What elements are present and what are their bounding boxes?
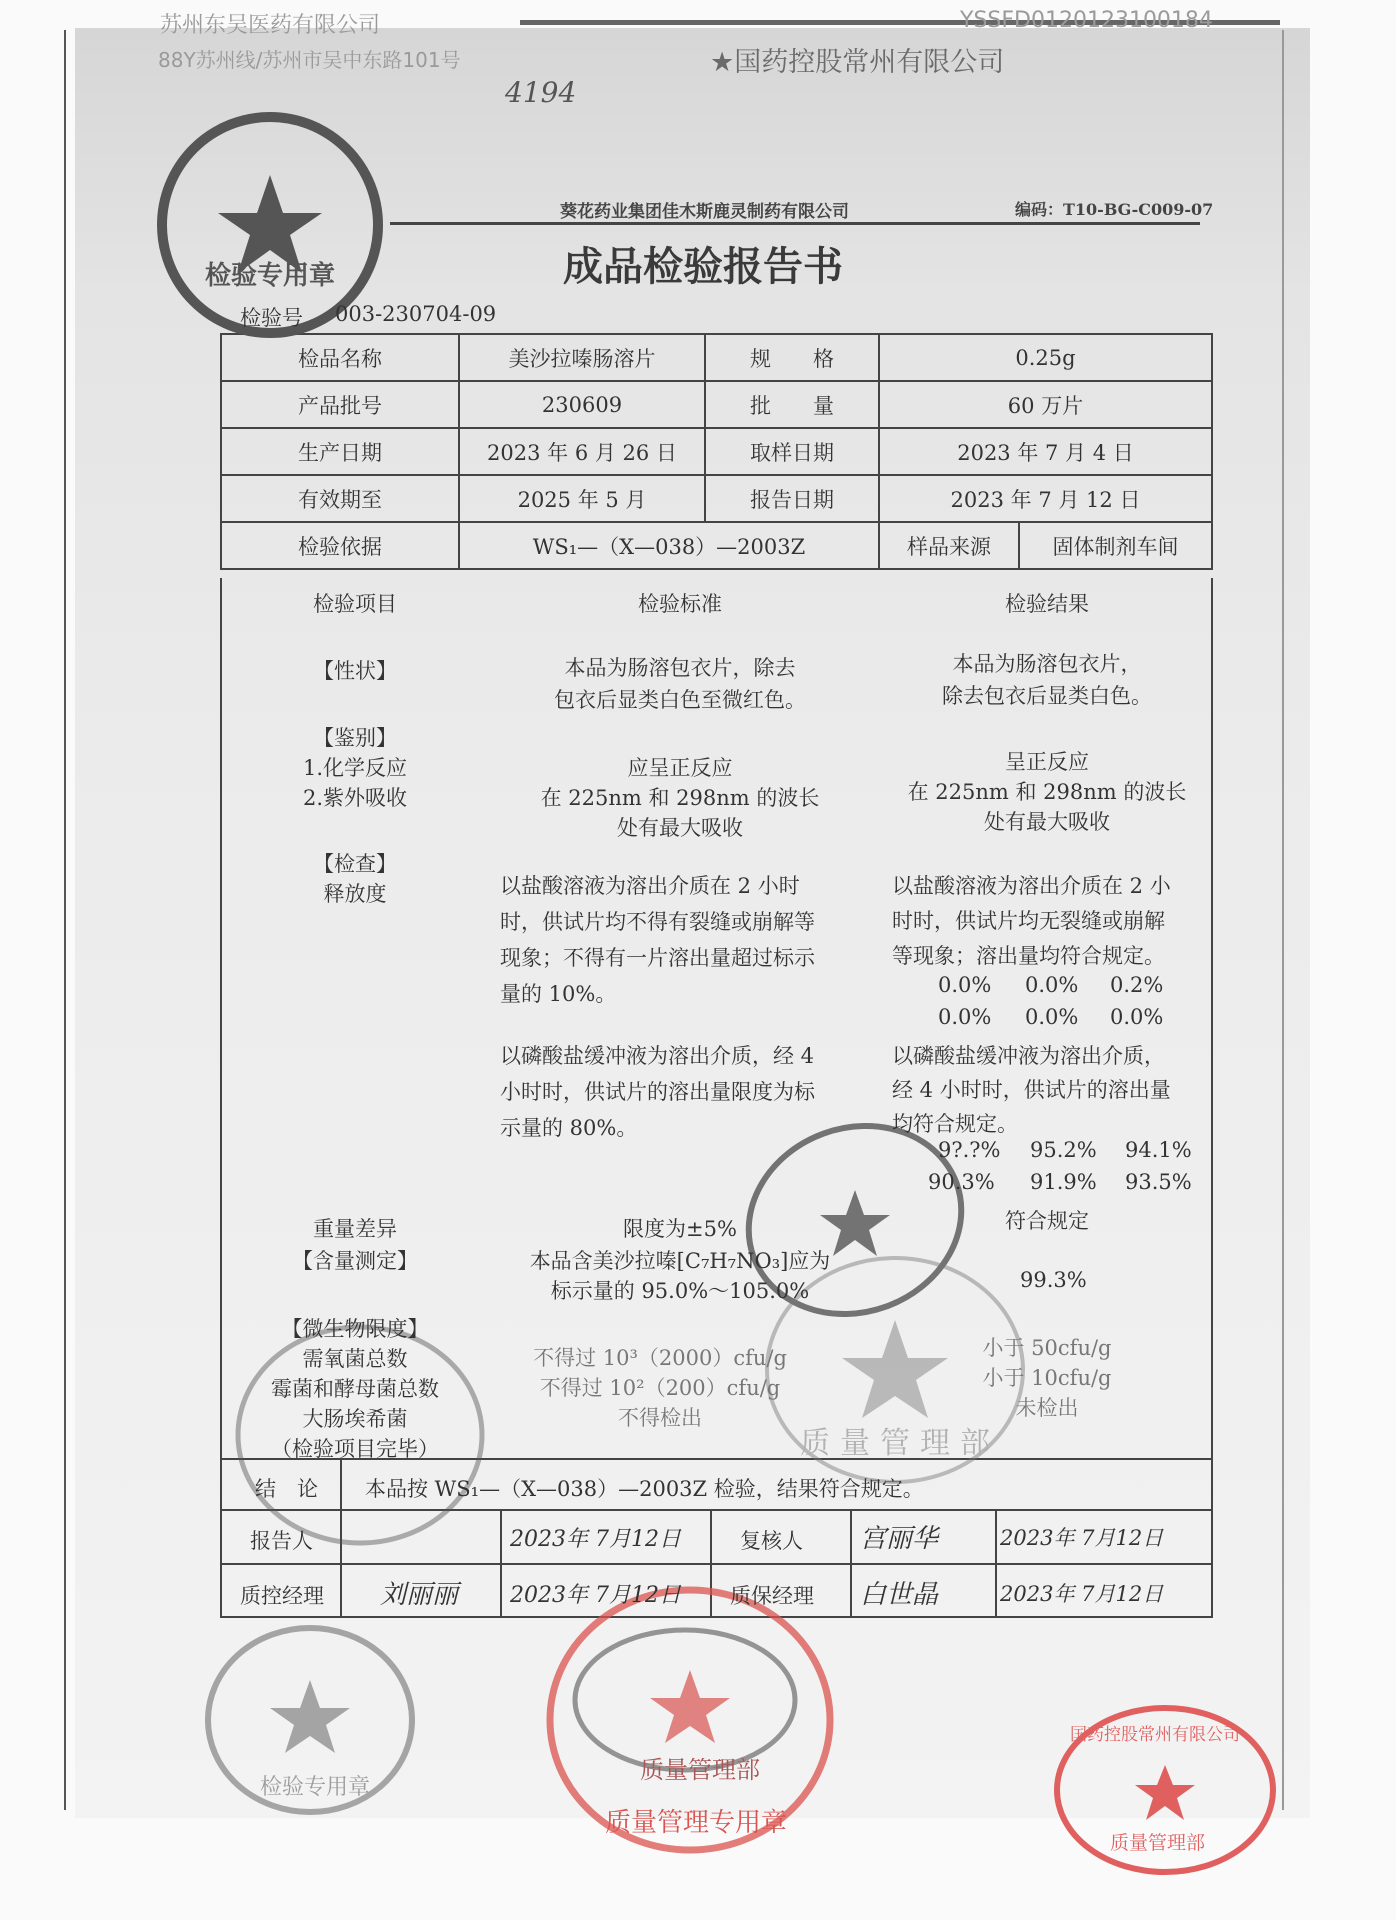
col-result: 检验结果 — [1005, 592, 1089, 616]
qc-manager-label: 质控经理 — [240, 1584, 324, 1608]
res-assay: 99.3% — [1020, 1268, 1087, 1292]
source-label: 样品来源 — [879, 522, 1019, 569]
expiry-label: 有效期至 — [221, 475, 459, 522]
qc-rule — [220, 1563, 1213, 1565]
std-acid-3: 现象；不得有一片溶出量超过标示 — [500, 946, 815, 970]
footer-col-2 — [500, 1509, 502, 1617]
item-end: （检验项目完毕） — [271, 1437, 439, 1461]
red-seal-text: 质量管理专用章 — [605, 1808, 788, 1838]
std-assay-1: 本品含美沙拉嗪[C₇H₇NO₃]应为 — [529, 1249, 831, 1273]
red-seal-2-text: 国药控股常州有限公司 — [1070, 1725, 1240, 1745]
col-standard: 检验标准 — [638, 592, 722, 616]
scan-edge-right — [1282, 30, 1284, 1810]
std-weight: 限度为±5% — [623, 1217, 737, 1241]
res-aerobic: 小于 50cfu/g — [982, 1336, 1112, 1360]
acid-value: 0.0% — [1110, 1005, 1164, 1029]
res-id-1: 呈正反应 — [1005, 750, 1089, 774]
acid-value: 0.0% — [1025, 1005, 1079, 1029]
std-buffer-2: 小时时，供试片的溶出量限度为标 — [500, 1080, 815, 1104]
mfg-date: 2023 年 6 月 26 日 — [459, 428, 705, 475]
acid-value: 0.2% — [1110, 973, 1164, 997]
item-assay: 【含量测定】 — [292, 1249, 418, 1273]
distributor-name: ★国药控股常州有限公司 — [710, 47, 1005, 78]
red-quality-seal — [540, 1580, 840, 1864]
std-acid-2: 时，供试片均不得有裂缝或崩解等 — [500, 910, 815, 934]
res-appearance-1: 本品为肠溶包衣片， — [952, 652, 1142, 676]
std-appearance-2: 包衣后显类白色至微红色。 — [554, 688, 806, 712]
res-buffer-2: 经 4 小时时，供试片的溶出量 — [892, 1078, 1171, 1102]
acid-value: 0.0% — [938, 1005, 992, 1029]
table-row — [221, 522, 1212, 569]
scan-edge-left — [64, 30, 66, 1810]
item-chemical: 1.化学反应 — [302, 756, 408, 780]
product-name-label: 检品名称 — [221, 334, 459, 381]
inspection-seal-bottom-text: 检验专用章 — [260, 1775, 371, 1800]
qc-manager-signature: 刘丽丽 — [380, 1580, 459, 1610]
red-distributor-seal — [1050, 1700, 1280, 1884]
product-name: 美沙拉嗪肠溶片 — [459, 334, 705, 381]
batch-no: 230609 — [459, 381, 705, 428]
basis-label: 检验依据 — [221, 522, 459, 569]
manufacturer-name: 葵花药业集团佳木斯鹿灵制药有限公司 — [560, 202, 849, 222]
expiry: 2025 年 5 月 — [459, 475, 705, 522]
col-item: 检验项目 — [313, 592, 397, 616]
item-release: 释放度 — [323, 882, 387, 906]
std-mold: 不得过 10²（200）cfu/g — [539, 1376, 781, 1400]
item-check: 【检查】 — [313, 852, 397, 876]
table-row — [221, 475, 1212, 522]
res-acid-2: 时时，供试片均无裂缝或崩解 — [892, 909, 1165, 933]
report-date-label: 报告日期 — [705, 475, 879, 522]
batch-no-label: 产品批号 — [221, 381, 459, 428]
footer-col-4 — [850, 1509, 852, 1617]
buffer-value: 90.3% — [928, 1170, 995, 1194]
spec-label: 规 格 — [705, 334, 879, 381]
qa-manager-label: 质保经理 — [730, 1584, 814, 1608]
body-border-right — [1211, 578, 1213, 1618]
std-buffer-3: 示量的 80%。 — [500, 1116, 638, 1140]
mfg-date-label: 生产日期 — [221, 428, 459, 475]
std-appearance-1: 本品为肠溶包衣片，除去 — [564, 656, 796, 680]
red-seal-inner: 质量管理部 — [640, 1756, 760, 1784]
item-mold: 霉菌和酵母菌总数 — [271, 1377, 439, 1401]
qa-manager-signature: 白世晶 — [860, 1580, 939, 1610]
basis: WS₁—（X—038）—2003Z — [459, 522, 879, 569]
res-acid-1: 以盐酸溶液为溶出介质在 2 小 — [892, 874, 1171, 898]
inspection-seal-text: 检验专用章 — [205, 261, 336, 291]
batch-size-label: 批 量 — [705, 381, 879, 428]
buffer-value: 91.9% — [1030, 1170, 1097, 1194]
source: 固体制剂车间 — [1019, 522, 1212, 569]
std-aerobic: 不得过 10³（2000）cfu/g — [533, 1346, 787, 1370]
reviewer-signature: 宫丽华 — [860, 1524, 939, 1554]
footer-col-5 — [995, 1509, 997, 1617]
batch-size: 60 万片 — [879, 381, 1212, 428]
item-identification: 【鉴别】 — [313, 726, 397, 750]
reporter-date: 2023年 7月12日 — [510, 1527, 681, 1552]
document-code: YSSFD0120123100184 — [960, 8, 1213, 33]
res-ecoli: 未检出 — [1015, 1396, 1079, 1420]
qa-manager-date: 2023年 7月12日 — [1000, 1582, 1164, 1606]
supplier-name: 苏州东吴医药有限公司 — [160, 13, 381, 38]
table-row — [221, 428, 1212, 475]
qc-manager-date: 2023年 7月12日 — [510, 1583, 681, 1608]
conclusion: 本品按 WS₁—（X—038）—2003Z 检验，结果符合规定。 — [365, 1477, 924, 1501]
inspection-seal-bottom — [200, 1620, 420, 1824]
qc-seal-text: 质量管理部 — [800, 1426, 1000, 1461]
res-buffer-3: 均符合规定。 — [892, 1112, 1018, 1136]
supplier-address: 88Y苏州线/苏州市吴中东路101号 — [158, 48, 461, 72]
res-id-3: 处有最大吸收 — [984, 810, 1110, 834]
std-buffer-1: 以磷酸盐缓冲液为溶出介质，经 4 — [500, 1044, 815, 1068]
buffer-value: 95.2% — [1030, 1138, 1097, 1162]
item-microbial: 【微生物限度】 — [281, 1317, 429, 1341]
res-id-2: 在 225nm 和 298nm 的波长 — [907, 780, 1187, 804]
res-mold: 小于 10cfu/g — [982, 1366, 1112, 1390]
table-row — [221, 381, 1212, 428]
std-id-3: 处有最大吸收 — [617, 816, 743, 840]
res-buffer-1: 以磷酸盐缓冲液为溶出介质， — [892, 1044, 1165, 1068]
reviewer-label: 复核人 — [740, 1529, 803, 1553]
std-ecoli: 不得检出 — [618, 1406, 702, 1430]
std-assay-2: 标示量的 95.0%～105.0% — [550, 1279, 810, 1303]
conclusion-label: 结 论 — [255, 1477, 318, 1501]
report-title: 成品检验报告书 — [563, 244, 843, 290]
std-id-2: 在 225nm 和 298nm 的波长 — [540, 786, 820, 810]
buffer-value: 9?.?% — [938, 1138, 1001, 1162]
std-acid-4: 量的 10%。 — [500, 982, 617, 1006]
body-border-left — [220, 578, 222, 1618]
buffer-value: 93.5% — [1125, 1170, 1192, 1194]
inspection-no: 003-230704-09 — [335, 302, 497, 326]
item-uv: 2.紫外吸收 — [302, 786, 408, 810]
std-id-1: 应呈正反应 — [627, 756, 733, 780]
report-date: 2023 年 7 月 12 日 — [879, 475, 1212, 522]
buffer-value: 94.1% — [1125, 1138, 1192, 1162]
header-rule — [390, 222, 1200, 225]
red-seal-2-inner: 质量管理部 — [1110, 1832, 1206, 1854]
sample-date: 2023 年 7 月 4 日 — [879, 428, 1212, 475]
acid-value: 0.0% — [1025, 973, 1079, 997]
item-appearance: 【性状】 — [313, 659, 397, 683]
sample-date-label: 取样日期 — [705, 428, 879, 475]
info-table — [220, 333, 1213, 570]
item-ecoli: 大肠埃希菌 — [302, 1407, 408, 1431]
form-code: 编码：T10-BG-C009-07 — [1015, 200, 1214, 219]
std-acid-1: 以盐酸溶液为溶出介质在 2 小时 — [500, 874, 800, 898]
reporter-label: 报告人 — [250, 1529, 313, 1553]
res-weight: 符合规定 — [1005, 1209, 1089, 1233]
item-weight: 重量差异 — [313, 1217, 397, 1241]
spec-value: 0.25g — [879, 334, 1212, 381]
item-aerobic: 需氧菌总数 — [302, 1347, 408, 1371]
res-appearance-2: 除去包衣后显类白色。 — [942, 684, 1152, 708]
res-acid-3: 等现象；溶出量均符合规定。 — [892, 944, 1165, 968]
reviewer-date: 2023年 7月12日 — [1000, 1526, 1164, 1550]
handwritten-note: 4194 — [505, 76, 577, 109]
inspection-no-label: 检验号 — [240, 306, 303, 330]
acid-value: 0.0% — [938, 973, 992, 997]
